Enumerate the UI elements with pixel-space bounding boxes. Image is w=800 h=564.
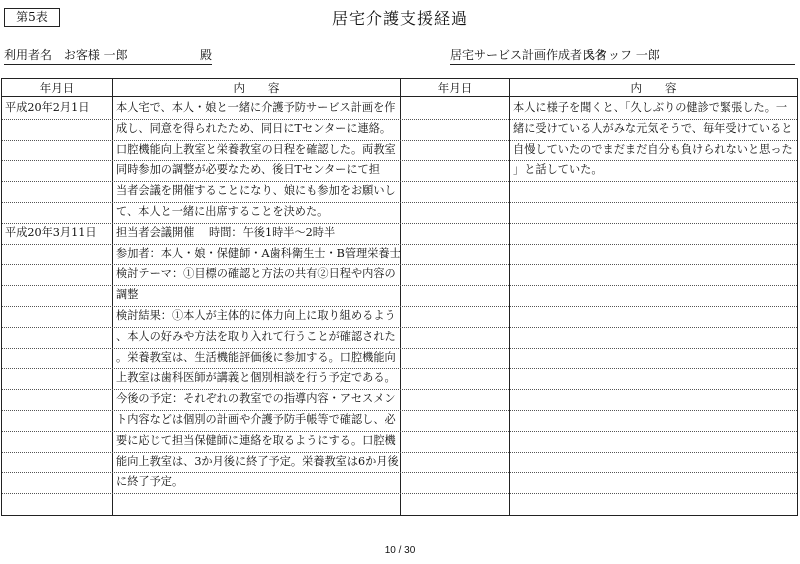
left-content-cell: 。栄養教室は、生活機能評価後に参加する。口腔機能向 [116,350,396,364]
left-content-cell: 参加者：本人・娘・保健師・A歯科衛生士・B管理栄養士 [116,246,401,260]
header-date-left: 年月日 [2,79,112,97]
column-divider [112,79,113,515]
user-name-label: 利用者名 [4,48,53,62]
user-honorific: 殿 [200,48,213,62]
left-content-cell: 検討テーマ：①目標の確認と方法の共有②日程や内容の [116,267,396,281]
header-content-left: 内 容 [113,79,400,97]
header-content-right: 内 容 [510,79,797,97]
form-number-label: 第5表 [4,8,60,27]
left-content-cell: に終了予定。 [116,475,184,489]
user-name-value: お客様 一郎 [63,48,128,62]
left-content-cell: 今後の予定：それぞれの教室での指導内容・アセスメン [116,392,396,406]
left-content-cell: 上教室は歯科医師が講義と個別相談を行う予定である。 [116,371,396,385]
right-content-cell: 本人に様子を聞くと、「久しぶりの健診で緊張した。一 [513,101,788,114]
left-content-cell: て、本人と一緒に出席することを決めた。 [116,205,329,218]
planner-name-line [450,48,795,65]
left-content-cell: 能向上教室は、3か月後に終了予定。栄養教室は6か月後 [116,454,399,468]
left-content-cell: 成し、同意を得られたため、同日にTセンターに連絡。 [116,121,392,135]
user-name-line [4,48,212,65]
left-content-cell: 検討結果：①本人が主体的に体力向上に取り組めるよう [116,309,396,322]
right-content-cell: 自慢していたのでまだまだ自分も負けられないと思った [513,142,793,156]
left-content-cell: 担当者会議開催 時間：午後1時半～2時半 [116,225,336,239]
column-divider [400,79,401,515]
document-title: 居宅介護支援経過 [331,9,468,28]
header-date-right: 年月日 [401,79,509,97]
left-content-cell: ト内容などは個別の計画や介護予防手帳等で確認し、必 [116,413,396,426]
planner-name-value: スタッフ 一郎 [584,48,660,62]
page-number: 10 / 30 [384,545,416,556]
planner-name-label: 居宅サービス計画作成者氏名 [450,48,607,62]
left-content-cell: 当者会議を開催することになり、娘にも参加をお願いし [116,184,396,198]
left-content-cell: 、本人の好みや方法を取り入れて行うことが確認された [116,329,396,343]
left-content-cell: 本人宅で、本人・娘と一緒に介護予防サービス計画を作 [116,101,396,114]
left-content-cell: 同時参加の調整が必要なため、後日Tセンターにて担 [116,163,380,177]
left-date-cell: 平成20年2月1日 [5,101,90,114]
right-content-cell: 」と話していた。 [513,163,603,177]
left-content-cell: 口腔機能向上教室と栄養教室の日程を確認した。両教室 [116,142,396,156]
left-date-cell: 平成20年3月11日 [5,225,97,239]
left-content-cell: 要に応じて担当保健師に連絡を取るようにする。口腔機 [116,433,396,447]
progress-record-table [1,78,798,516]
left-content-cell: 調整 [116,288,139,302]
row-separator [2,493,797,494]
column-divider [509,79,510,515]
right-content-cell: 緒に受けている人がみな元気そうで、毎年受けていると [513,121,793,135]
